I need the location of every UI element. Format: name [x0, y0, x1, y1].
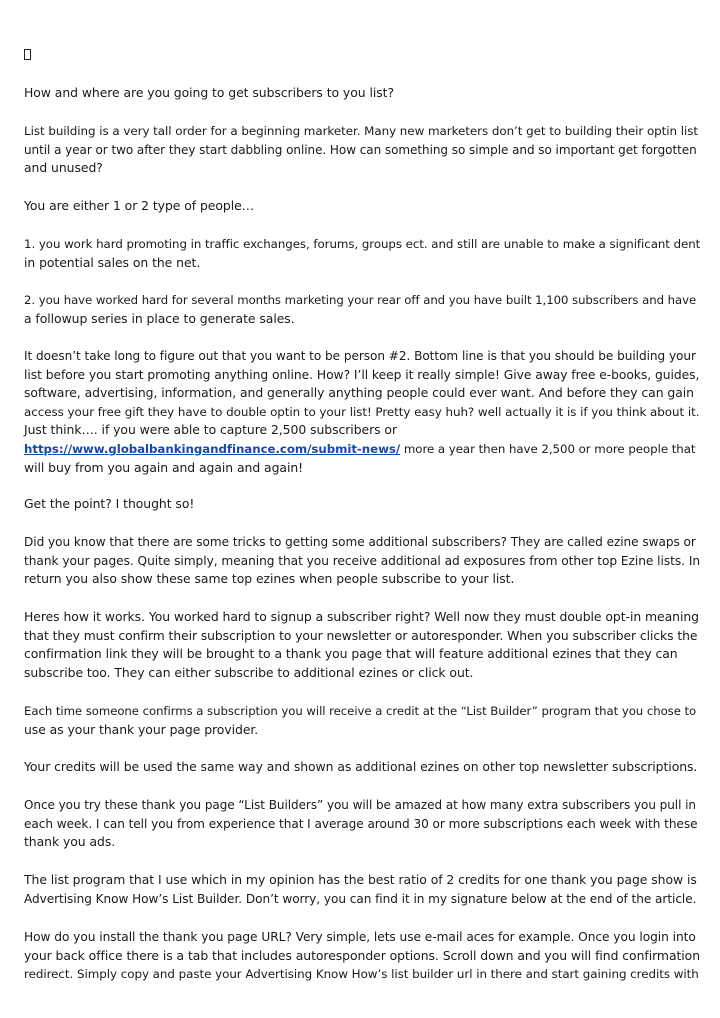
text-line: until a year or two after they start dabbling online. How can something so simple and so important get forgotten — [24, 142, 697, 157]
paragraph — [24, 197, 700, 216]
paragraph — [24, 702, 700, 739]
text-line: Did you know that there are some tricks to getting some additional subscribers? They are called ezine swaps or — [24, 535, 696, 549]
paragraph — [24, 495, 700, 514]
text-line: will buy from you again and again and again! — [24, 459, 304, 475]
text-line: in potential sales on the net. — [24, 254, 201, 270]
paragraph — [24, 928, 700, 984]
text-line: How do you install the thank you page URL? Very simple, lets use e-mail aces for example. Once you login into — [24, 930, 696, 944]
text-line: access your free gift they have to double optin to your list! Pretty easy huh? well actually it is if you think about it. — [24, 404, 700, 419]
paragraph — [24, 347, 700, 477]
text-line: 2. you have worked hard for several months marketing your rear off and you have built 1,100 subscribers and have — [24, 293, 697, 307]
text-line: Heres how it works. You worked hard to signup a subscriber right? Well now they must double opt-in meaning — [24, 609, 699, 624]
paragraph — [24, 758, 700, 777]
text-line: It doesn’t take long to figure out that you want to be person #2. Bottom line is that you should be building your — [24, 349, 696, 363]
text-line: your back office there is a tab that includes autoresponder options. Scroll down and you will find confirmation — [24, 947, 701, 963]
text-line: return you also show these same top ezines when people subscribe to your list. — [24, 571, 515, 587]
paragraph — [24, 235, 700, 272]
paragraph — [24, 608, 700, 682]
text-line: How and where are you going to get subscribers to you list? — [24, 85, 394, 100]
paragraph — [24, 122, 700, 178]
text-line: thank you ads. — [24, 834, 116, 850]
text-line: software, advertising, information, and generally anything people could ever want. And before they can gain — [24, 385, 694, 401]
text-line: a followup series in place to generate sales. — [24, 310, 295, 326]
paragraph — [24, 871, 700, 908]
text-line: Advertising Know How’s List Builder. Don’t worry, you can find it in my signature below at the end of the article. — [24, 891, 697, 906]
text-line: and unused? — [24, 160, 103, 176]
text-line: List building is a very tall order for a beginning marketer. Many new marketers don’t get to building their optin list — [24, 124, 699, 138]
paragraph — [24, 291, 700, 328]
text-line: thank your pages. Quite simply, meaning that you receive additional ad exposures from other top Ezine lists. In — [24, 553, 701, 568]
paragraph — [24, 796, 700, 852]
submit-news-link[interactable]: https://www.globalbankingandfinance.com/submit-news/ — [24, 441, 401, 456]
text-line: confirmation link they will be brought to a thank you page that will feature additional ezines that they can — [24, 646, 678, 662]
paragraph — [24, 84, 700, 103]
text-line: Just think…. if you were able to capture 2,500 subscribers or — [24, 422, 397, 438]
text-line: each week. I can tell you from experience that I average around 30 or more subscriptions each week with these — [24, 816, 698, 831]
text-line: redirect. Simply copy and paste your Advertising Know How’s list builder url in there and start gaining credits with — [24, 967, 699, 982]
text-line: Get the point? I thought so! — [24, 496, 195, 511]
text-line: 1. you work hard promoting in traffic exchanges, forums, groups ect. and still are unable to make a significant dent — [24, 237, 701, 251]
text-after-link: more a year then have 2,500 or more people that — [400, 441, 696, 456]
paragraph — [24, 533, 700, 589]
text-line-with-link — [24, 440, 700, 459]
text-line: that they must confirm their subscription to your newsletter or autoresponder. When you subscriber clicks the — [24, 628, 698, 643]
text-line: You are either 1 or 2 type of people… — [24, 198, 255, 213]
text-line: Your credits will be used the same way and shown as additional ezines on other top newsletter subscriptions. — [24, 759, 698, 774]
text-line: The list program that I use which in my opinion has the best ratio of 2 credits for one thank you page show is — [24, 872, 697, 887]
text-line: use as your thank your page provider. — [24, 721, 259, 737]
text-line: Once you try these thank you page “List Builders” you will be amazed at how many extra subscribers you pull in — [24, 798, 696, 812]
text-line: subscribe too. They can either subscribe to additional ezines or click out. — [24, 664, 474, 680]
missing-glyph-icon — [24, 49, 31, 60]
text-line: list before you start promoting anything online. How? I’ll keep it really simple! Give away free e-books, guides, — [24, 367, 700, 382]
text-line: Each time someone confirms a subscription you will receive a credit at the “List Builder” program that you chose to — [24, 704, 697, 718]
